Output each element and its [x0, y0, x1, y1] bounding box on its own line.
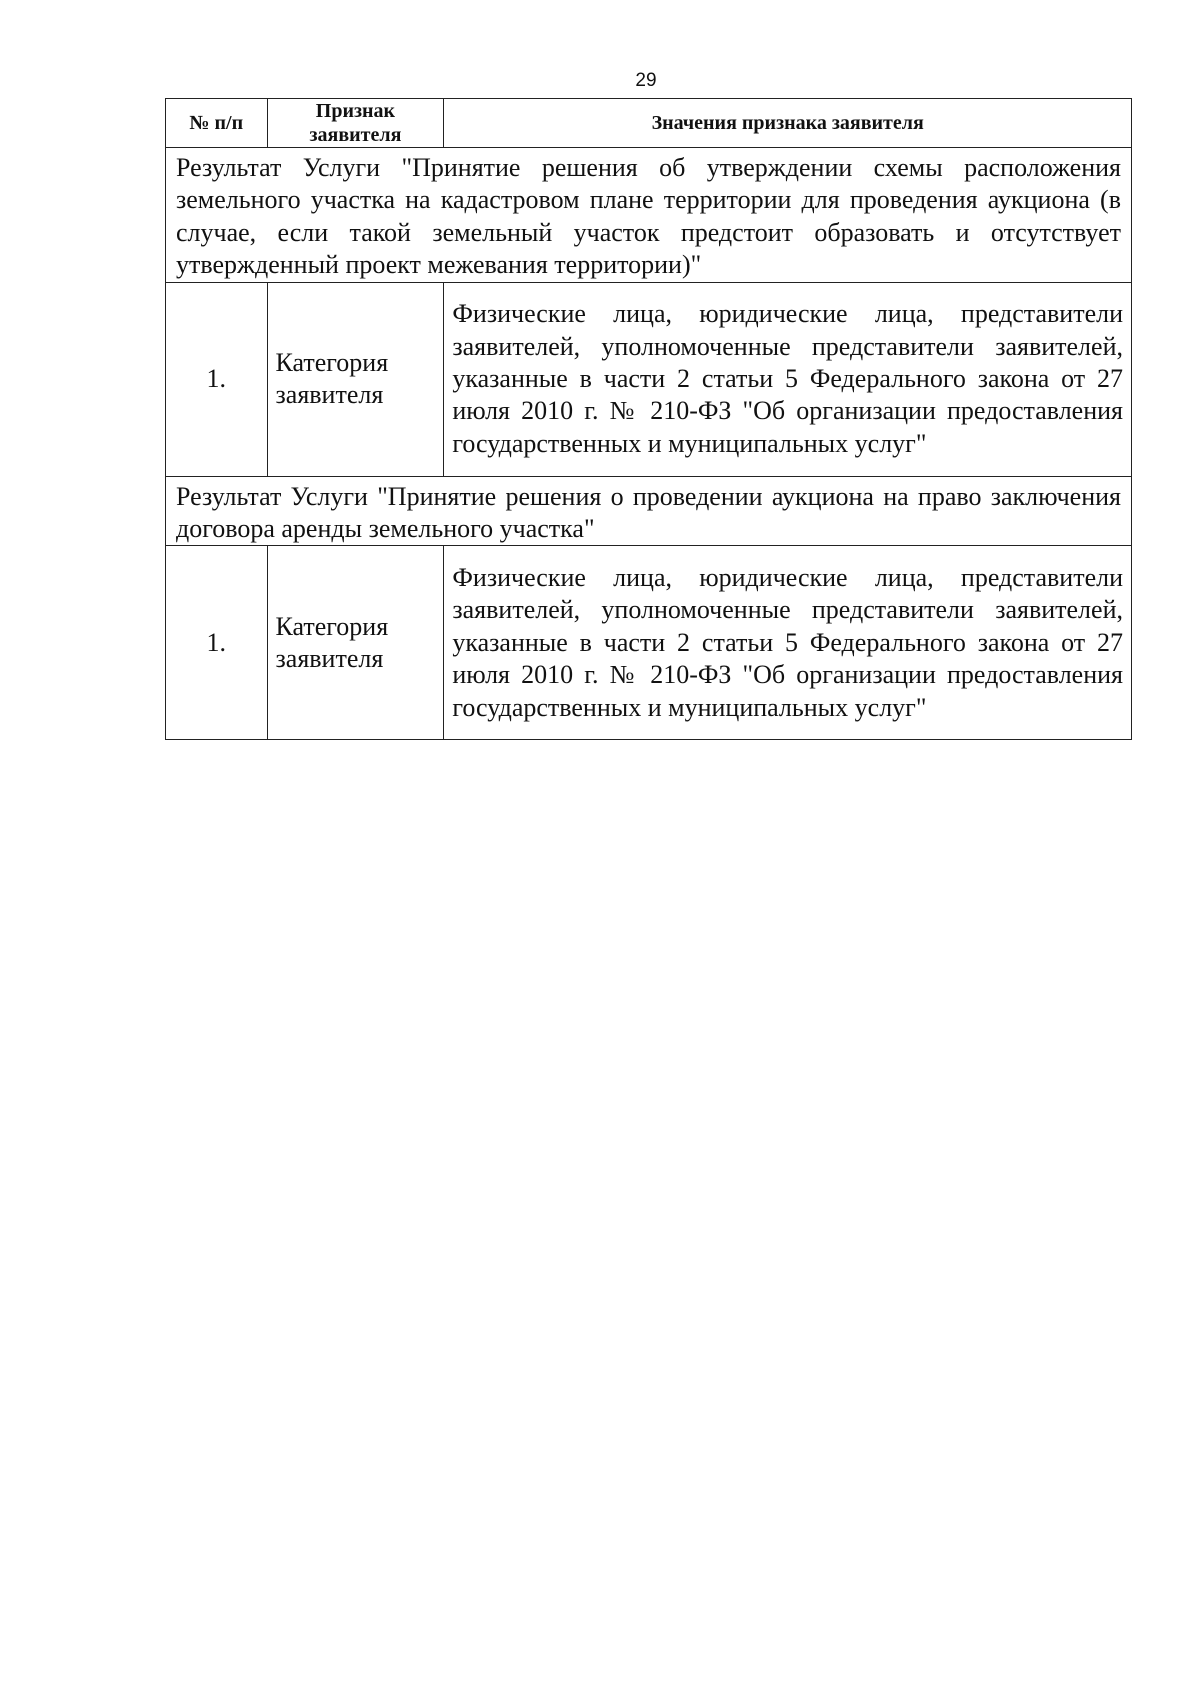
header-feature: Признак заявителя — [267, 99, 444, 148]
section-title-row — [166, 476, 1132, 546]
section-title: Результат Услуги "Принятие решения о проведении аукциона на право заключения договора аренды земельного участка" — [166, 476, 1132, 546]
header-value: Значения признака заявителя — [444, 99, 1132, 148]
applicant-features-table — [165, 98, 1132, 740]
section-title-row — [166, 148, 1132, 283]
row-number: 1. — [166, 282, 268, 476]
table-row — [166, 546, 1132, 740]
page-number: 29 — [635, 70, 657, 91]
row-value: Физические лица, юридические лица, представители заявителей, уполномоченные представители заявителей, указанные в части 2 статьи 5 Федерального закона от 27 июля 2010 г. № 210-ФЗ "Об организации предоставления государственных и муниципальных услуг" — [444, 546, 1132, 740]
row-feature: Категория заявителя — [267, 546, 444, 740]
section-title: Результат Услуги "Принятие решения об утверждении схемы расположения земельного участка на кадастровом плане территории для проведения аукциона (в случае, если такой земельный участок предстоит образовать и отсутствует утвержденный проект межевания территории)" — [166, 148, 1132, 283]
row-value: Физические лица, юридические лица, представители заявителей, уполномоченные представители заявителей, указанные в части 2 статьи 5 Федерального закона от 27 июля 2010 г. № 210-ФЗ "Об организации предоставления государственных и муниципальных услуг" — [444, 282, 1132, 476]
header-number: № п/п — [166, 99, 268, 148]
table-header-row — [166, 99, 1132, 148]
table-row — [166, 282, 1132, 476]
row-feature: Категория заявителя — [267, 282, 444, 476]
row-number: 1. — [166, 546, 268, 740]
